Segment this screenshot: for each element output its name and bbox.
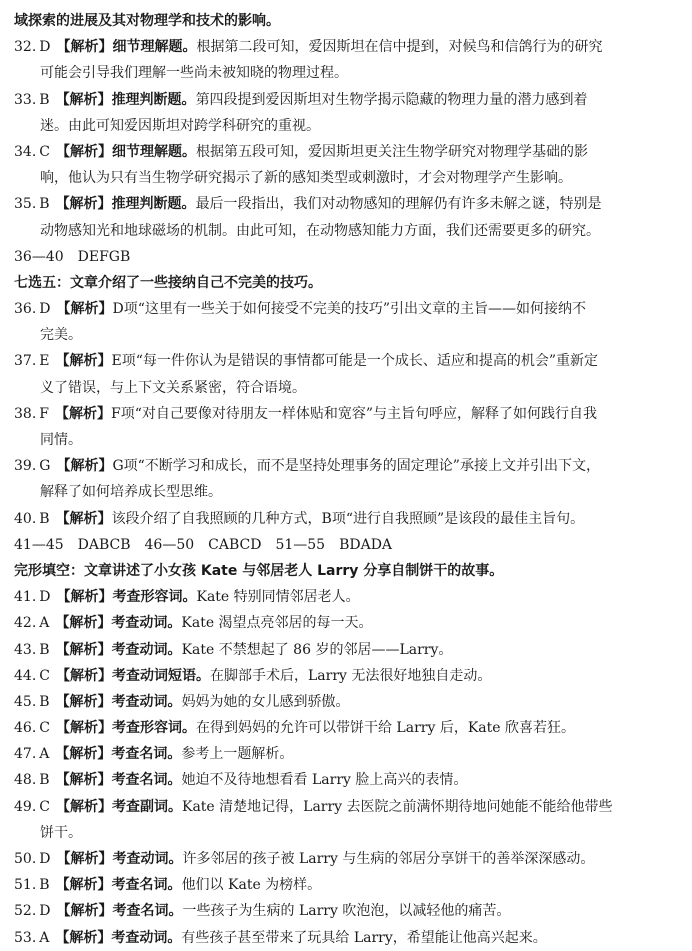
explanation-text: 该段介绍了自我照顾的几种方式，B项“进行自我照顾”是该段的最佳主旨句。 [111, 510, 585, 527]
question-number: 37. [14, 353, 37, 370]
answer-item [14, 296, 678, 322]
analysis-tag: 【解析】 [56, 589, 113, 606]
explanation-text: 妈妈为她的女儿感到骄傲。 [181, 693, 350, 710]
answer-letter: B [39, 641, 50, 658]
answer-item [14, 898, 678, 924]
analysis-tag: 【解析】 [56, 301, 113, 318]
explanation-continuation: 饼干。 [40, 824, 82, 841]
analysis-tag: 【解析】 [55, 798, 112, 815]
analysis-tag: 【解析】 [55, 772, 112, 789]
question-number: 39. [14, 458, 37, 475]
analysis-tag: 【解析】 [55, 929, 112, 946]
analysis-tag: 【解析】 [56, 458, 113, 475]
explanation-text: 参考上一题解析。 [181, 746, 294, 763]
question-number: 41. [14, 589, 37, 606]
analysis-tag: 【解析】 [54, 405, 111, 422]
answer-letter: B [39, 196, 50, 213]
analysis-tag: 【解析】 [55, 720, 112, 737]
explanation-text: F项“对自己要像对待朋友一样体贴和宽容”与主旨句呼应，解释了如何践行自我 [110, 405, 598, 422]
answer-letter: E [39, 353, 50, 370]
answer-item [14, 715, 678, 741]
analysis-tag: 【解析】 [55, 693, 112, 710]
question-type: 考查动词短语。 [111, 667, 210, 684]
answer-item [14, 506, 678, 532]
answer-item [14, 584, 678, 610]
question-type: 考查动词。 [112, 851, 183, 867]
explanation-text: 有些孩子甚至带来了玩具给 Larry，希望能让他高兴起来。 [181, 929, 547, 946]
answer-summary-line: 36—40 DEFGB [14, 248, 131, 265]
question-number: 38. [14, 405, 37, 422]
question-type: 细节理解题。 [112, 39, 197, 56]
analysis-tag: 【解析】 [55, 877, 112, 894]
question-number: 32. [14, 39, 37, 56]
answer-item [14, 453, 678, 479]
section-heading: 完形填空：文章讲述了小女孩 Kate 与邻居老人 Larry 分享自制饼干的故事。 [14, 562, 504, 579]
question-type: 考查形容词。 [112, 589, 197, 606]
explanation-text: 他们以 Kate 为榜样。 [181, 877, 322, 894]
answer-letter: C [39, 720, 50, 737]
answer-item [14, 191, 678, 217]
answer-letter: D [39, 301, 51, 318]
explanation-continuation: 动物感知光和地球磁场的机制。由此可知，在动物感知能力方面，我们还需要更多的研究。 [40, 222, 600, 239]
question-type: 考查动词。 [111, 641, 182, 658]
question-type: 推理判断题。 [111, 196, 196, 213]
analysis-tag: 【解析】 [56, 39, 113, 56]
answer-letter: C [39, 143, 50, 160]
question-number: 48. [14, 772, 37, 789]
explanation-text: Kate 渴望点亮邻居的每一天。 [181, 615, 373, 632]
answer-item [14, 689, 678, 715]
answer-letter: F [39, 405, 49, 422]
explanation-text: D项“这里有一些关于如何接受不完美的技巧”引出文章的主旨——如何接纳不 [112, 301, 587, 318]
answer-item [14, 637, 678, 663]
analysis-tag: 【解析】 [55, 196, 112, 213]
answer-item [14, 87, 678, 113]
question-type: 考查形容词。 [111, 720, 196, 737]
answer-item [14, 34, 678, 60]
explanation-text: Kate 特别同情邻居老人。 [196, 589, 360, 606]
explanation-continuation: 同情。 [40, 432, 82, 448]
explanation-text: E项“每一件你认为是错误的事情都可能是一个成长、适应和提高的机会”重新定 [111, 353, 599, 370]
explanation-text: Kate 不禁想起了 86 岁的邻居——Larry。 [181, 641, 453, 658]
answer-letter: D [39, 39, 51, 56]
section-heading: 七选五：文章介绍了一些接纳自己不完美的技巧。 [14, 274, 322, 291]
question-type: 考查副词。 [111, 798, 182, 815]
question-number: 40. [14, 510, 37, 527]
answer-letter: B [39, 510, 50, 527]
explanation-text: Kate 清楚地记得，Larry 去医院之前满怀期待地问她能不能给他带些 [181, 798, 613, 815]
explanation-text: 她迫不及待地想看看 Larry 脸上高兴的表情。 [181, 772, 468, 789]
answer-letter: A [39, 615, 50, 632]
answer-item [14, 846, 678, 872]
question-type: 考查名词。 [111, 746, 182, 763]
question-type: 推理判断题。 [111, 91, 196, 108]
question-number: 34. [14, 143, 37, 160]
answer-letter: D [39, 589, 51, 606]
explanation-text: 一些孩子为生病的 Larry 吹泡泡，以减轻他的痛苦。 [182, 903, 511, 920]
question-type: 考查名词。 [111, 772, 182, 789]
explanation-continuation: 完美。 [40, 327, 82, 344]
question-number: 49. [14, 798, 37, 815]
question-number: 36. [14, 301, 37, 318]
question-number: 47. [14, 746, 37, 763]
answer-item [14, 872, 678, 898]
answer-item [14, 610, 678, 636]
explanation-continuation: 可能会引导我们理解一些尚未被知晓的物理过程。 [40, 65, 348, 82]
answer-letter: D [39, 851, 51, 867]
analysis-tag: 【解析】 [56, 851, 113, 867]
question-type: 考查动词。 [111, 693, 182, 710]
analysis-tag: 【解析】 [55, 91, 112, 108]
analysis-tag: 【解析】 [55, 353, 112, 370]
explanation-continuation: 迷。由此可知爱因斯坦对跨学科研究的重视。 [40, 117, 320, 134]
question-number: 33. [14, 91, 37, 108]
analysis-tag: 【解析】 [55, 746, 112, 763]
explanation-text: G项“不断学习和成长，而不是坚持处理事务的固定理论”承接上文并引出下文， [112, 458, 600, 475]
question-number: 45. [14, 693, 37, 710]
analysis-tag: 【解析】 [55, 510, 112, 527]
explanation-text: 许多邻居的孩子被 Larry 与生病的邻居分享饼干的善举深深感动。 [182, 851, 595, 867]
question-type: 考查名词。 [111, 877, 182, 894]
answer-item [14, 139, 678, 165]
explanation-continuation: 解释了如何培养成长型思维。 [40, 484, 222, 501]
answer-summary-line: 41—45 DABCB 46—50 CABCD 51—55 BDADA [14, 536, 393, 553]
answer-item [14, 401, 678, 427]
explanation-text: 在脚部手术后，Larry 无法很好地独自走动。 [209, 667, 492, 684]
explanation-text: 根据第二段可知，爱因斯坦在信中提到，对候鸟和信鸽行为的研究 [196, 39, 603, 56]
question-number: 35. [14, 196, 37, 213]
question-number: 44. [14, 667, 37, 684]
question-type: 考查动词。 [111, 929, 182, 946]
answer-item [14, 348, 678, 374]
analysis-tag: 【解析】 [55, 615, 112, 632]
explanation-text: 根据第五段可知，爱因斯坦更关注生物学研究对物理学基础的影 [195, 143, 588, 160]
question-type: 考查动词。 [111, 615, 182, 632]
question-number: 51. [14, 877, 37, 894]
explanation-text: 第四段提到爱因斯坦对生物学揭示隐藏的物理力量的潜力感到着 [195, 91, 588, 108]
answer-item [14, 741, 678, 767]
analysis-tag: 【解析】 [56, 903, 113, 920]
question-number: 46. [14, 720, 37, 737]
answer-letter: C [39, 667, 50, 684]
answer-letter: B [39, 91, 50, 108]
answer-item [14, 767, 678, 793]
section-heading: 域探索的进展及其对物理学和技术的影响。 [14, 13, 280, 29]
answer-letter: B [39, 693, 50, 710]
question-number: 50. [14, 851, 37, 867]
answer-letter: B [39, 772, 50, 789]
analysis-tag: 【解析】 [55, 143, 112, 160]
question-number: 53. [14, 929, 37, 946]
explanation-continuation: 响，他认为只有当生物学研究揭示了新的感知类型或刺激时，才会对物理学产生影响。 [40, 170, 572, 187]
answer-letter: G [39, 458, 51, 475]
answer-item [14, 663, 678, 689]
explanation-text: 最后一段指出，我们对动物感知的理解仍有许多未解之谜，特别是 [195, 196, 602, 213]
question-type: 考查名词。 [112, 903, 183, 920]
answer-item [14, 925, 678, 951]
question-type: 细节理解题。 [111, 143, 196, 160]
answer-letter: D [39, 903, 51, 920]
explanation-continuation: 义了错误，与上下文关系紧密，符合语境。 [40, 379, 306, 396]
question-number: 43. [14, 641, 37, 658]
question-number: 52. [14, 903, 37, 920]
answer-letter: C [39, 798, 50, 815]
question-number: 42. [14, 615, 37, 632]
answer-letter: A [39, 929, 50, 946]
analysis-tag: 【解析】 [55, 641, 112, 658]
analysis-tag: 【解析】 [55, 667, 112, 684]
answer-letter: B [39, 877, 50, 894]
answer-item [14, 794, 678, 820]
answer-letter: A [39, 746, 50, 763]
explanation-text: 在得到妈妈的允许可以带饼干给 Larry 后，Kate 欣喜若狂。 [195, 720, 575, 737]
